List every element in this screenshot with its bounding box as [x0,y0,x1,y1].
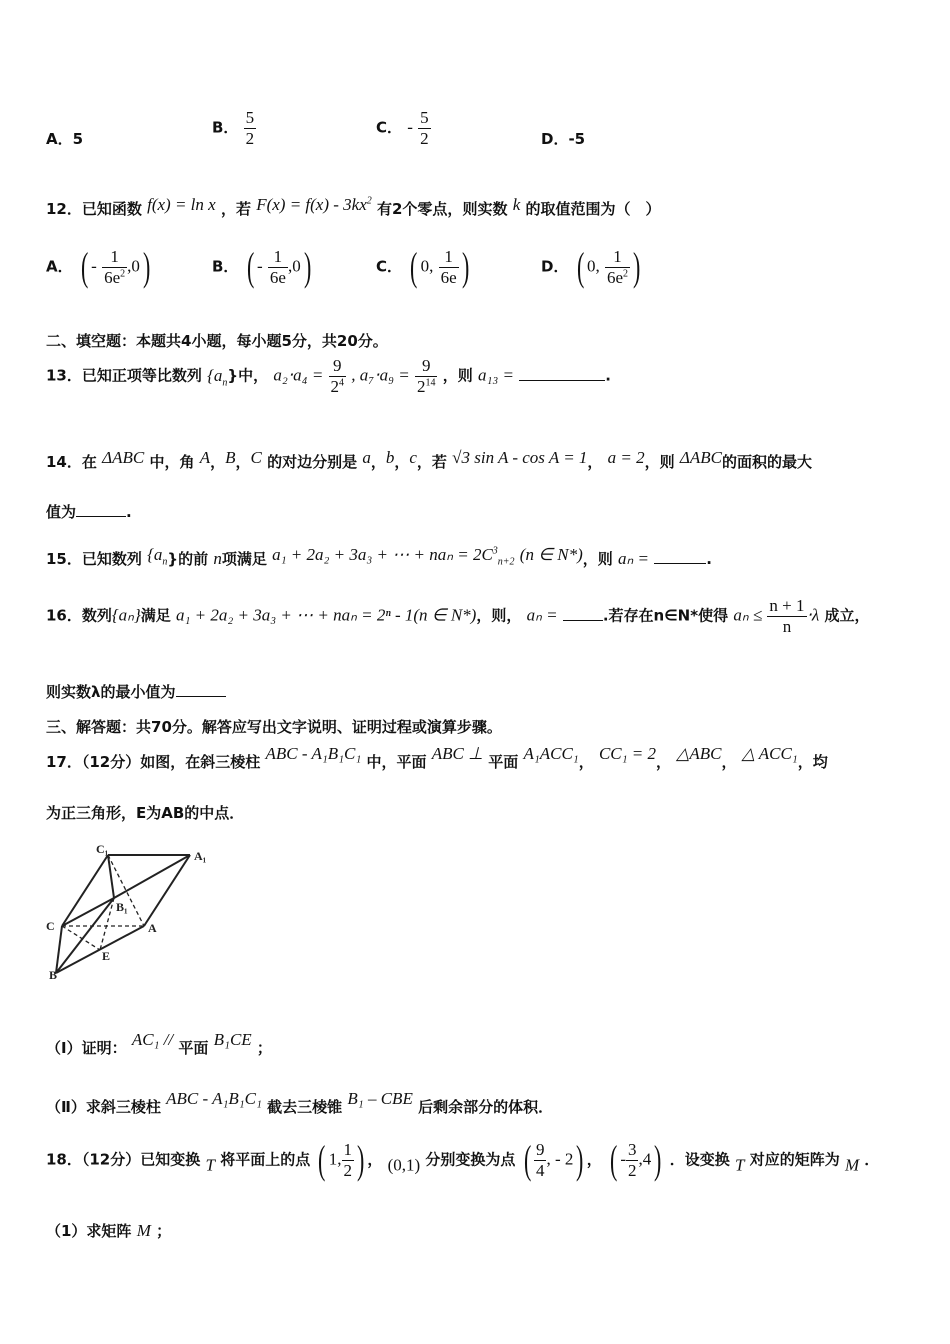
edge-b1-c [62,898,114,926]
q15-stem: 15．已知数列 $\{a_n\}$的前 n项满足 a₁ + 2a₂ + 3a₃ + ⋯ + $na_n = 2C^3_{n+2}$ (n ∈ N*)，则 aₙ = . [46,545,712,568]
q12-function-F: $F(x) = f(x) - 3kx^2$ [256,195,372,214]
q17-part1: （Ⅰ）证明： AC₁ // 平面 B₁CE ； [46,1030,272,1057]
q12-stem: 12．已知函数 f(x) = ln x ，若 $F(x) = f(x) - 3kx^2$ 有2个零点，则实数 k 的取值范围为（ ） [46,195,661,218]
q18-part1: （1）求矩阵 M ； [46,1221,172,1240]
q16-stem-line2: 则实数λ的最小值为 [46,681,226,702]
edge-c-e-dashed [62,926,100,950]
q17-stem: 17．（12分）如图，在斜三棱柱 ABC - A₁B₁C₁ 中，平面 ABC ⊥ 平面 A₁ACC₁， CC₁ = 2， △ABC， △ ACC₁，均 [46,744,828,771]
section-fill-in-heading: 二、填空题：本题共4小题，每小题5分，共20分。 [46,332,388,350]
q13-stem: 13．已知正项等比数列 $\{a_n\}$中， a₂⋅a₄ = $\frac{9}{2^4}$ , a₇⋅a₉ = $\frac{9}{2^{14}}$ ，则 a₁₃ = . [46,356,611,396]
q11-option-b-label: B． [212,118,239,137]
q16-stem: 16．数列{aₙ}满足 a₁ + 2a₂ + 3a₃ + ⋯ + naₙ = 2ⁿ - 1(n ∈ N*)，则， aₙ = .若存在n∈N*使得 aₙ ≤ $\frac{n + 1}{n}$ ⋅λ 成立， [46,596,870,636]
q11-option-c-fraction: $\frac{5}{2}$ [420,108,429,148]
q12-option-d: D． ( 0, $\frac{1}{6e^2}$ ) [541,244,641,290]
q14-answer-blank [76,502,126,517]
edge-a1-b1 [114,855,190,898]
label-c1: C₁ [96,842,109,856]
q11-option-c-label: C． [376,118,403,137]
q12-option-b: B． ( - $\frac{1}{6e}$ ,0) [212,244,312,290]
q12-function-f: f(x) = ln x [147,195,216,214]
q14-stem-line2: 值为 . [46,503,132,521]
q18-stem: 18．（12分）已知变换 T 将平面上的点 ( 1, $\frac{1}{2}$ ) ， (0,1) 分别变换为点 ( $\frac{9}{4}$ , - 2) ， ( - $\frac{3}{2}$ ,4) ．设变换 T 对应的矩阵为 M ． [46,1137,880,1183]
q11-option-d: D．-5 [541,130,586,148]
label-b: B [49,968,58,982]
q11-option-b [212,108,256,148]
q12-option-a: A． ( - $\frac{1}{6e^2}$ ,0) [46,244,151,290]
label-a1: A₁ [194,849,207,863]
label-e: E [102,949,111,963]
label-b1: B₁ [116,900,128,914]
q17-prism-figure [44,838,224,988]
q11-option-a: A．5 [46,130,84,148]
q16-answer-blank [563,606,603,621]
q17-stem-line2: 为正三角形，E为AB的中点． [46,804,245,822]
q11-option-b-fraction: $\frac{5}{2}$ [245,108,255,148]
q17-part2: （Ⅱ）求斜三棱柱 ABC - A₁B₁C₁ 截去三棱锥 B₁ – CBE 后剩余部分的体积． [46,1089,554,1116]
q15-answer-blank [654,549,706,564]
q13-answer-blank [519,366,605,381]
q12-option-c: C． ( 0, $\frac{1}{6e}$ ) [376,244,469,290]
q16-answer-blank-2 [176,682,226,697]
label-a: A [148,921,157,935]
edge-a1-a [144,855,190,926]
q14-stem: 14．在 ΔABC 中，角 A，B，C 的对边分别是 a，b，c，若 √3 sin A - cos A = 1， a = 2，则 ΔABC的面积的最大 [46,448,812,471]
section-solutions-heading: 三、解答题：共70分。解答应写出文字说明、证明过程或演算步骤。 [46,718,502,736]
q11-option-c: C． - $\frac{5}{2}$ [376,108,429,148]
label-c: C [46,919,55,933]
